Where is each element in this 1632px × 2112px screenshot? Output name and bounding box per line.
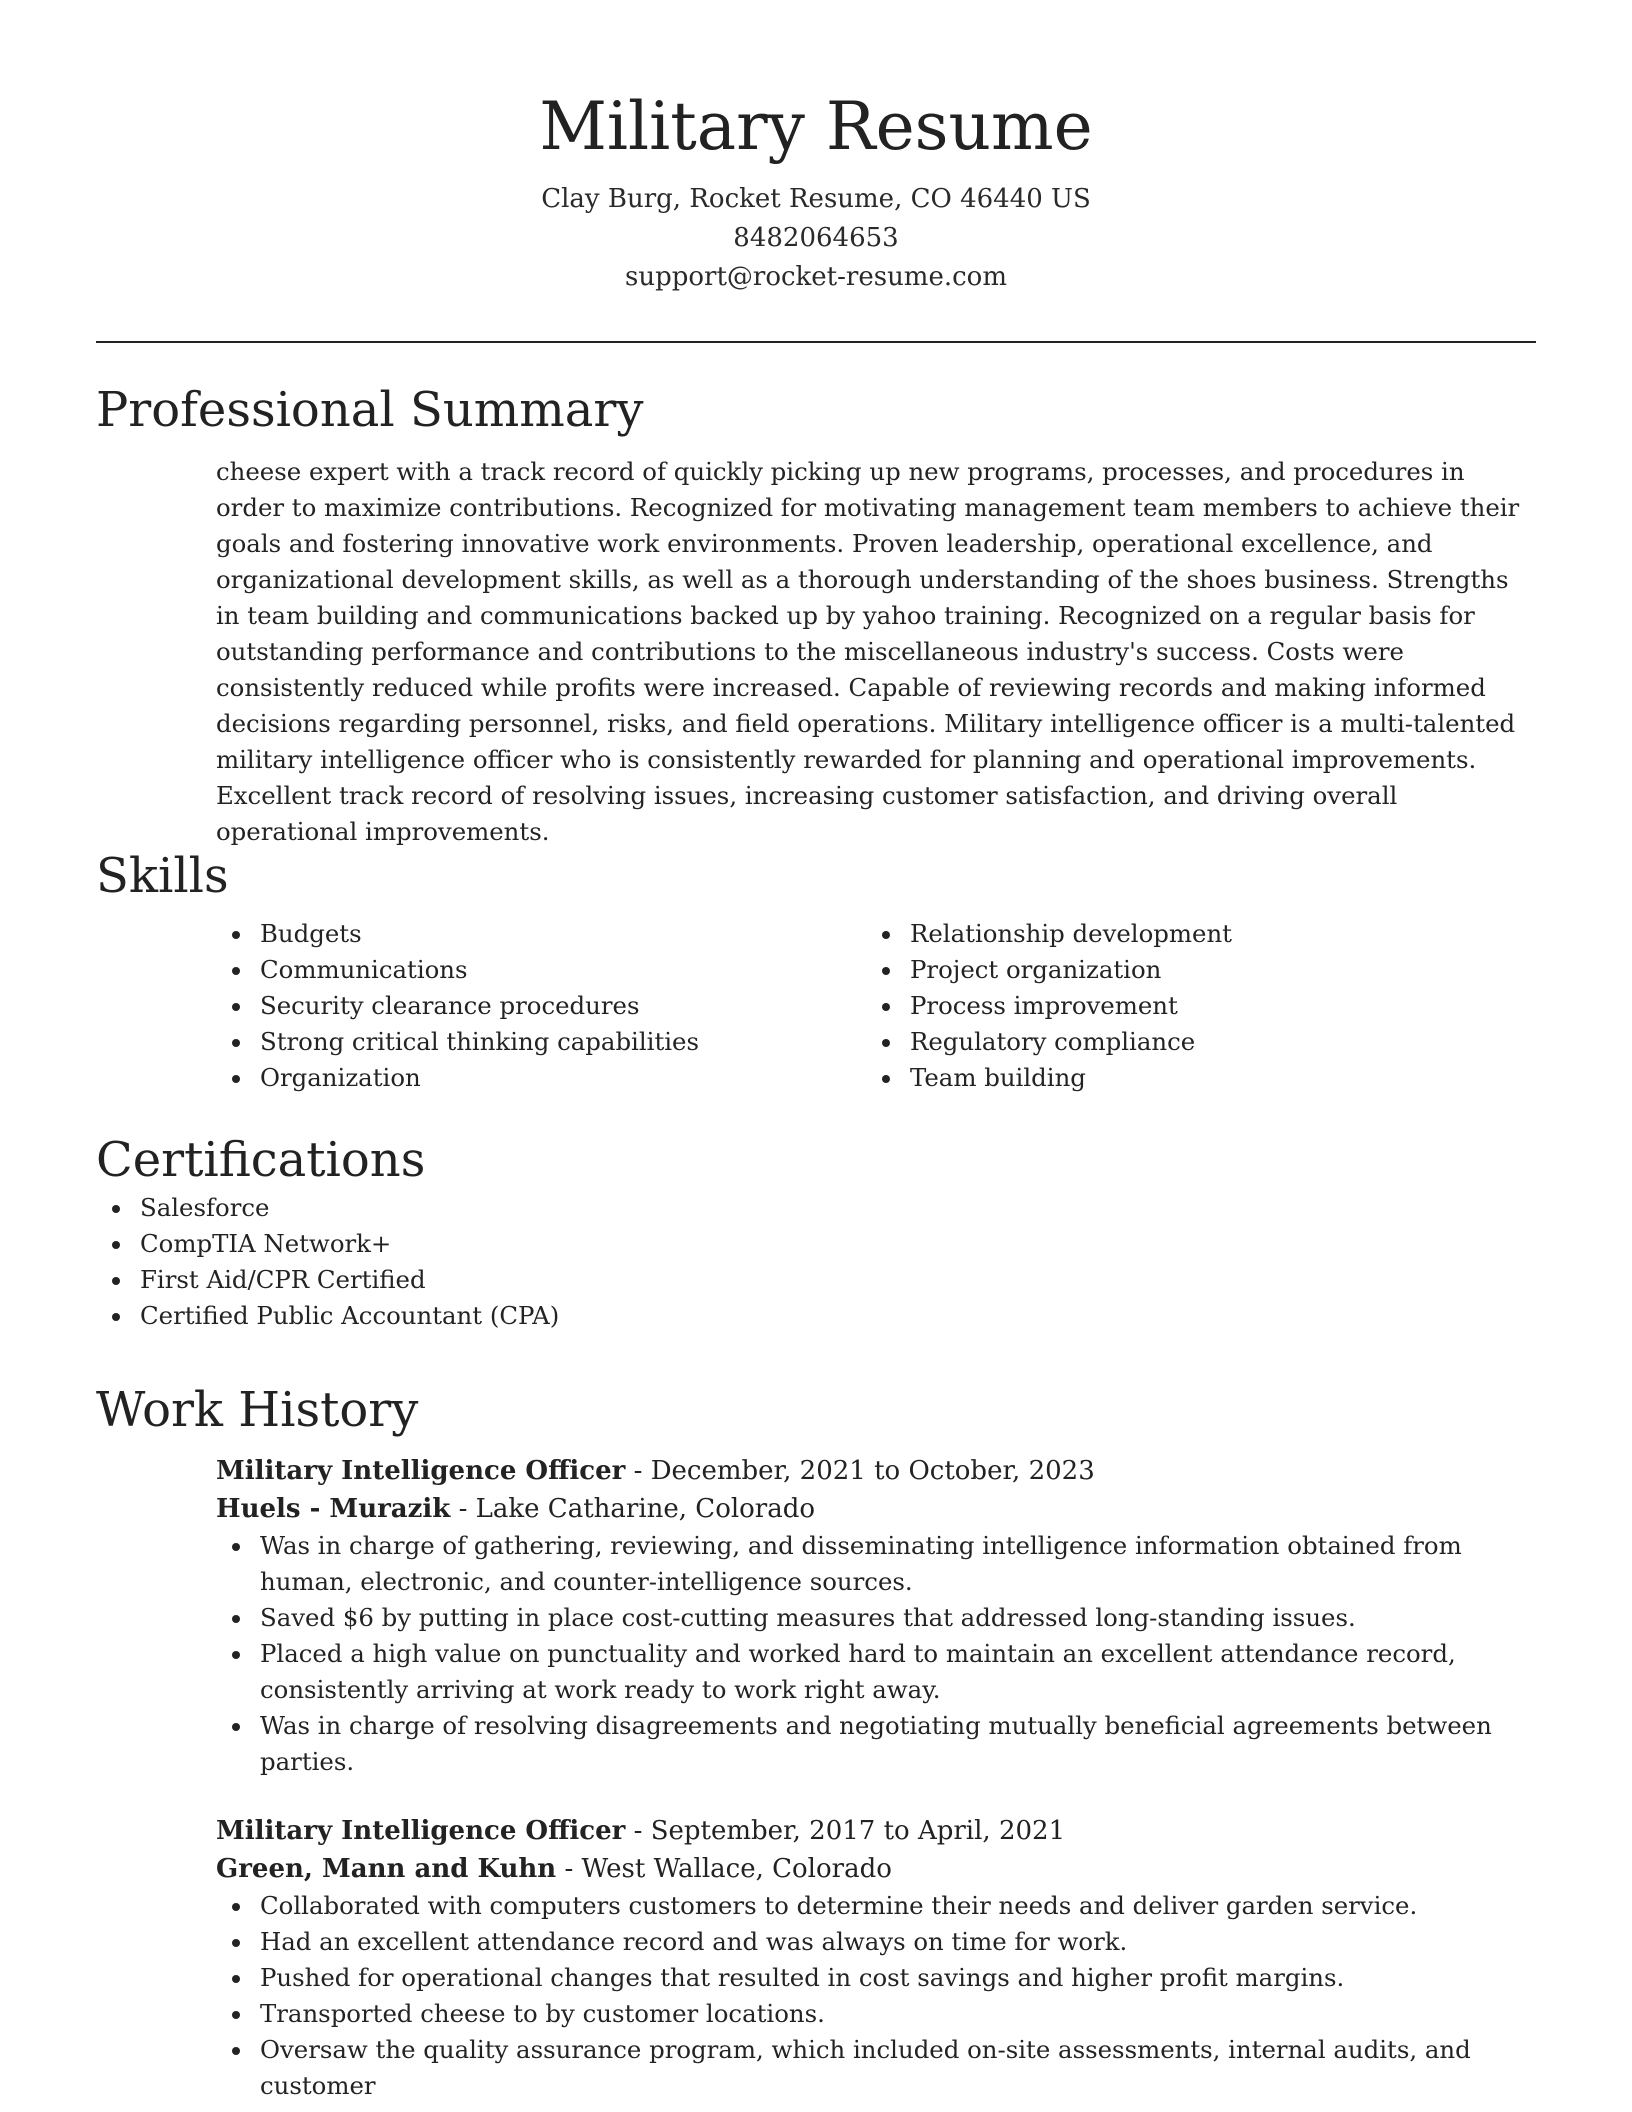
contact-block: [96, 180, 1536, 297]
skill-item: Process improvement: [866, 988, 1516, 1024]
certifications-heading: Certifications: [96, 1132, 426, 1188]
job-company-line: [216, 1850, 1536, 1888]
job-company-line: [216, 1490, 1536, 1528]
job-duty-item: Was in charge of gathering, reviewing, and disseminating intelligence information obtained from human, electronic, and counter-intelligence sources.: [216, 1528, 1536, 1600]
skills-grid: [216, 916, 1536, 1096]
skill-item: Team building: [866, 1060, 1516, 1096]
job-location: - West Wallace, Colorado: [556, 1854, 892, 1884]
job-duty-item: Transported cheese to by customer locations.: [216, 1996, 1536, 2032]
job-duty-item: Saved $6 by putting in place cost-cutting measures that addressed long-standing issues.: [216, 1600, 1536, 1636]
job-duty-item: Collaborated with computers customers to determine their needs and deliver garden service.: [216, 1888, 1536, 1924]
skill-item: Organization: [216, 1060, 866, 1096]
skill-item: Project organization: [866, 952, 1516, 988]
job-company: Huels - Murazik: [216, 1494, 451, 1524]
skill-item: Budgets: [216, 916, 866, 952]
skills-column-right: [866, 916, 1516, 1096]
job-title-line: [216, 1452, 1536, 1490]
job-entry: [216, 1812, 1536, 2104]
skill-item: Security clearance procedures: [216, 988, 866, 1024]
job-title: Military Intelligence Officer: [216, 1816, 626, 1846]
certification-item: First Aid/CPR Certified: [96, 1262, 1536, 1298]
contact-address: Clay Burg, Rocket Resume, CO 46440 US: [541, 184, 1091, 214]
certification-item: CompTIA Network+: [96, 1226, 1536, 1262]
skills-column-left: [216, 916, 866, 1096]
header-divider: [96, 341, 1536, 343]
skill-item: Communications: [216, 952, 866, 988]
job-location: - Lake Catharine, Colorado: [450, 1494, 816, 1524]
contact-email: support@rocket-resume.com: [624, 262, 1007, 292]
summary-heading: Professional Summary: [96, 382, 644, 438]
skill-item: Relationship development: [866, 916, 1516, 952]
skills-heading: Skills: [96, 848, 229, 904]
job-title-line: [216, 1812, 1536, 1850]
skill-item: Regulatory compliance: [866, 1024, 1516, 1060]
job-duty-item: Placed a high value on punctuality and worked hard to maintain an excellent attendance record, consistently arriving at work ready to work right away.: [216, 1636, 1536, 1708]
summary-text: cheese expert with a track record of quickly picking up new programs, processes, and procedures in order to maximize contributions. Recognized for motivating management team members to achieve their goals and fostering innovative work environments. Proven leadership, operational excellence, and organizational development skills, as well as a thorough understanding of the shoes business. Strengths in team building and communications backed up by yahoo training. Recognized on a regular basis for outstanding performance and contributions to the miscellaneous industry's success. Costs were consistently reduced while profits were increased. Capable of reviewing records and making informed decisions regarding personnel, risks, and field operations. Military intelligence officer is a multi-talented military intelligence officer who is consistently rewarded for planning and operational improvements. Excellent track record of resolving issues, increasing customer satisfaction, and driving overall operational improvements.: [216, 457, 1520, 846]
job-entry: [216, 1452, 1536, 1780]
job-dates: - September, 2017 to April, 2021: [625, 1816, 1066, 1846]
certification-item: Certified Public Accountant (CPA): [96, 1298, 1536, 1334]
work-history-heading: Work History: [96, 1382, 419, 1438]
job-duties-list: [216, 1888, 1536, 2104]
job-title: Military Intelligence Officer: [216, 1456, 626, 1486]
skills-section: [96, 846, 1536, 1096]
job-duty-item: Had an excellent attendance record and was always on time for work.: [216, 1924, 1536, 1960]
skill-item: Strong critical thinking capabilities: [216, 1024, 866, 1060]
job-duty-item: Pushed for operational changes that resulted in cost savings and higher profit margins.: [216, 1960, 1536, 1996]
certifications-list: [96, 1190, 1536, 1334]
job-duty-item: Was in charge of resolving disagreements and negotiating mutually beneficial agreements between parties.: [216, 1708, 1536, 1780]
certification-item: Salesforce: [96, 1190, 1536, 1226]
contact-phone: 8482064653: [733, 223, 899, 253]
job-duty-item: Oversaw the quality assurance program, which included on-site assessments, internal audits, and customer: [216, 2032, 1536, 2104]
job-duties-list: [216, 1528, 1536, 1780]
work-history-section: [96, 1380, 1536, 2104]
summary-section: [96, 380, 1536, 850]
job-company: Green, Mann and Kuhn: [216, 1854, 557, 1884]
resume-header: [96, 82, 1536, 297]
document-title: Military Resume: [539, 88, 1093, 165]
certifications-section: [96, 1130, 1536, 1334]
job-dates: - December, 2021 to October, 2023: [625, 1456, 1095, 1486]
